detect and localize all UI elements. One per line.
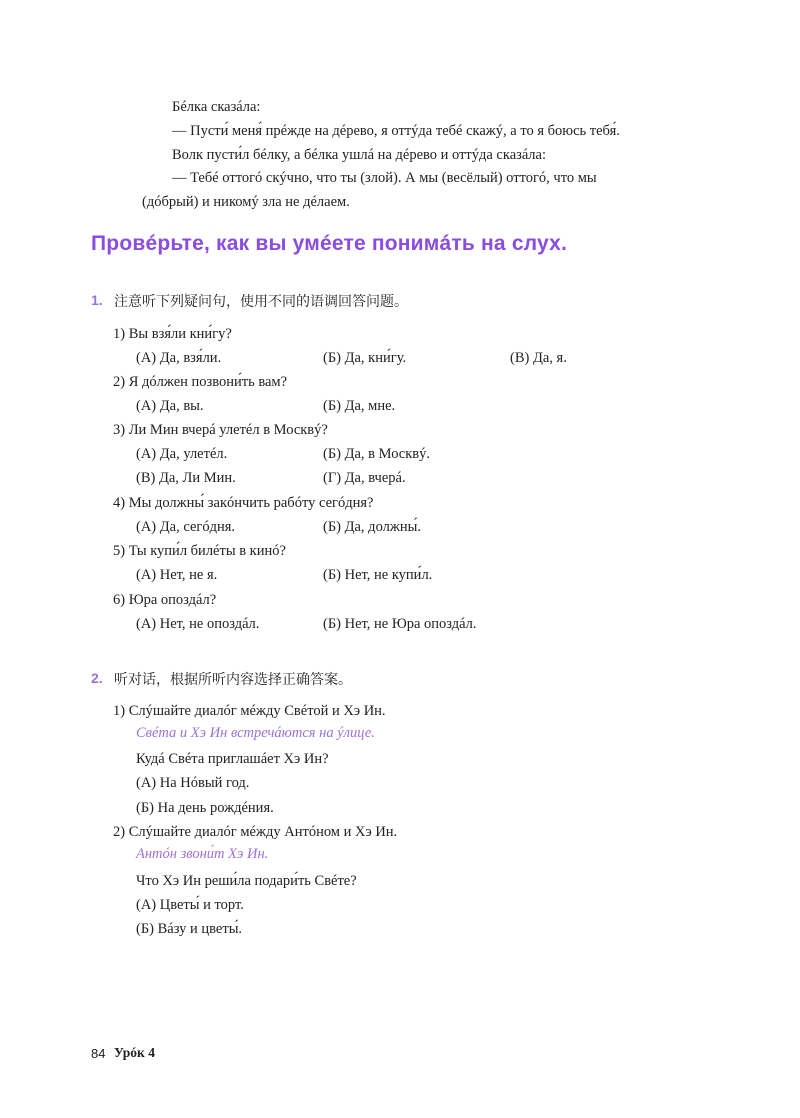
dialog-2-situation: Антóн звони́т Хэ Ин. [136,846,269,862]
dialog-1-question: Кудá Свéта приглашáет Хэ Ин? [136,751,329,767]
question-4: 4) Мы должны́ закóнчить рабóту сегóдня? [113,495,374,511]
answer-option: (Б) На день рождéния. [136,800,274,816]
answer-option: (А) Цветы́ и торт. [136,897,244,913]
answer-option: (Б) Вáзу и цветы́. [136,921,243,937]
answer-option: (А) Да, улетéл. [136,446,228,462]
answer-option: (А) Нет, не опоздáл. [136,616,260,632]
exercise-2-number: 2. [91,670,103,686]
story-line-3: Волк пусти́л бéлку, а бéлка ушлá на дéрево и оттýда сказáла: [172,147,546,163]
exercise-2-instruction: 听对话，根据所听内容选择正确答案。 [114,672,352,688]
exercise-1-instruction: 注意听下列疑问句，使用不同的语调回答问题。 [114,294,408,310]
question-2: 2) Я дóлжен позвони́ть вам? [113,374,288,390]
answer-option: (Б) Да, мне. [323,398,396,414]
answer-option: (А) Да, сегóдня. [136,519,236,535]
answer-option: (А) Нет, не я. [136,567,218,583]
answer-option: (А) На Нóвый год. [136,775,250,791]
page-number: 84 [91,1046,106,1061]
story-line-5: (дóбрый) и никомý зла не дéлаем. [142,194,350,210]
question-6: 6) Юра опоздáл? [113,592,217,608]
answer-option: (А) Да, взя́ли. [136,350,222,366]
answer-option: (В) Да, я. [510,350,567,366]
story-line-4: — Тебé оттогó скýчно, что ты (злой). А мы (весёлый) оттогó, что мы [172,170,597,186]
answer-option: (В) Да, Ли Мин. [136,470,236,486]
dialog-2-title: 2) Слýшайте диалóг мéжду Антóном и Хэ Ин. [113,824,398,840]
answer-option: (А) Да, вы. [136,398,204,414]
answer-option: (Б) Да, кни́гу. [323,350,407,366]
answer-option: (Б) Нет, не Юра опоздáл. [323,616,477,632]
question-5: 5) Ты купи́л билéты в кинó? [113,543,286,559]
dialog-2-question: Что Хэ Ин реши́ла подари́ть Свéте? [136,873,357,889]
answer-option: (Г) Да, вчерá. [323,470,406,486]
answer-option: (Б) Нет, не купи́л. [323,567,433,583]
story-line-1: Бéлка сказáла: [172,99,261,115]
question-1: 1) Вы взя́ли кни́гу? [113,326,232,342]
lesson-label: Урóк 4 [114,1045,155,1060]
dialog-1-title: 1) Слýшайте диалóг мéжду Свéтой и Хэ Ин. [113,703,386,719]
dialog-1-situation: Свéта и Хэ Ин встречáются на ýлице. [136,725,375,741]
section-heading: Провéрьте, как вы умéете понимáть на слух. [91,232,568,255]
answer-option: (Б) Да, должны́. [323,519,422,535]
story-line-2: — Пусти́ меня́ прéжде на дéрево, я оттýда тебé скажý, а то я боюсь тебя́. [172,123,620,139]
question-3: 3) Ли Мин вчерá улетéл в Москвý? [113,422,328,438]
exercise-1-number: 1. [91,292,103,308]
answer-option: (Б) Да, в Москвý. [323,446,431,462]
